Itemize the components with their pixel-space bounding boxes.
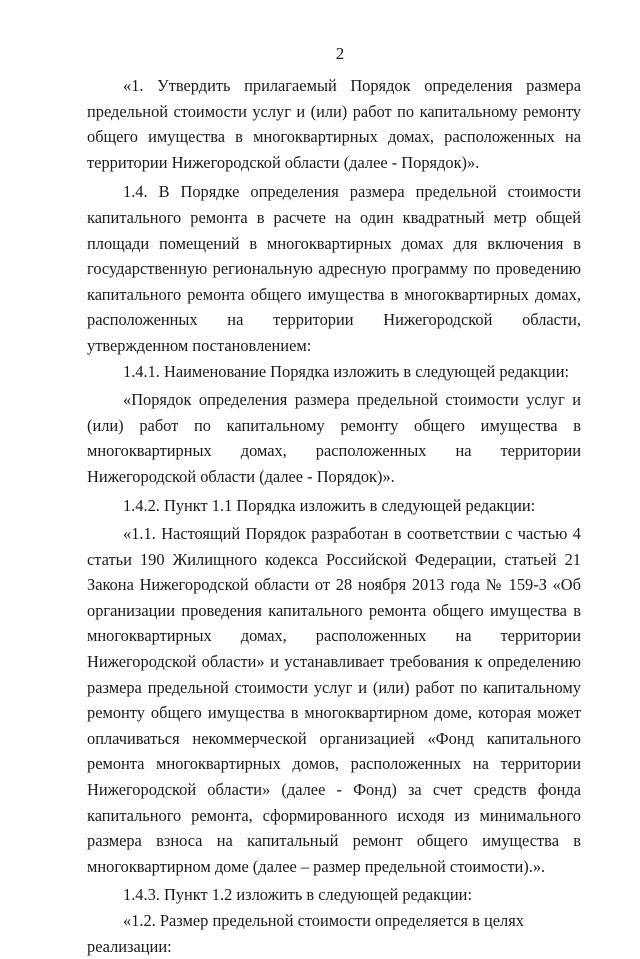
paragraph-item-1: «1. Утвердить прилагаемый Порядок определения размера предельной стоимости услуг и (или) работ по капитальному ремонту общего имущества в многоквартирных домах, расположенных на территории Нижегородской области (далее - Порядок)». (87, 76, 581, 172)
page-number: 2 (335, 44, 345, 63)
paragraph-order-title: «Порядок определения размера предельной стоимости услуг и (или) работ по капитальному ремонту общего имущества в многоквартирных домах, расположенных на территории Нижегородской области (далее - Порядок)». (87, 390, 581, 486)
paragraph-clause-1-1: «1.1. Настоящий Порядок разработан в соответствии с частью 4 статьи 190 Жилищного кодекса Российской Федерации, статьей 21 Закона Нижегородской области от 28 ноября 2013 года № 159-З «Об организации проведения капитального ремонта общего имущества в многоквартирных домах, расположенных на территории Нижегородской области» и устанавливает требования к определению размера предельной стоимости услуг и (или) работ по капитальному ремонту общего имущества в многоквартирном доме, которая может оплачиваться некоммерческой организацией «Фонд капитального ремонта многоквартирных домов, расположенных на территории Нижегородской области» (далее - Фонд) за счет средств фонда капитального ремонта, сформированного исходя из минимального размера взноса на капитальный ремонт общего имущества в многоквартирном доме (далее – размер предельной стоимости).». (87, 524, 581, 876)
paragraph-item-1-4: 1.4. В Порядке определения размера предельной стоимости капитального ремонта в расчете на один квадратный метр общей площади помещений в многоквартирных домах для включения в государственную региональную адресную программу по проведению капитального ремонта общего имущества в многоквартирных домах, расположенных на территории Нижегородской области, утвержденном постановлением: (87, 182, 581, 355)
paragraph-clause-1-2: «1.2. Размер предельной стоимости определяется в целях реализации: (87, 911, 524, 956)
paragraph-item-1-4-3: 1.4.3. Пункт 1.2 изложить в следующей редакции: (123, 885, 473, 905)
document-body (87, 73, 581, 959)
paragraph-item-1-4-2: 1.4.2. Пункт 1.1 Порядка изложить в следующей редакции: (123, 495, 536, 515)
paragraph-item-1-4-1: 1.4.1. Наименование Порядка изложить в следующей редакции: (123, 361, 570, 381)
